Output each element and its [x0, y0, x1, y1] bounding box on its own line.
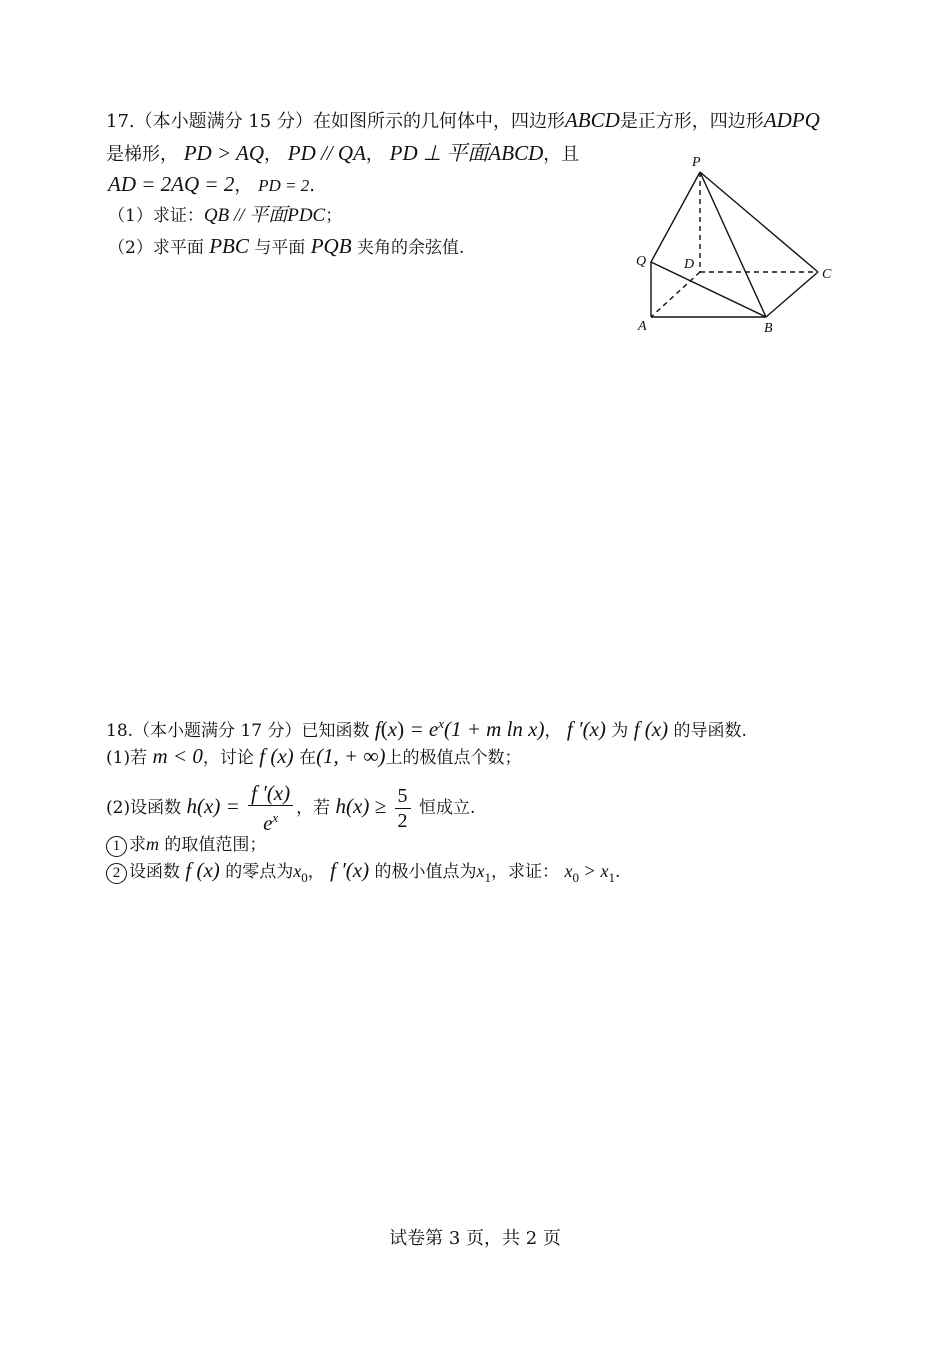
q18-text: 的极小值点为: [374, 862, 477, 882]
fraction-denominator-exp: x: [272, 809, 279, 825]
q17-text: ，且: [543, 144, 580, 165]
q17-heading: 17.（本小题满分 15 分）在如图所示的几何体中，四边形: [106, 111, 565, 132]
q18-text: 求: [129, 835, 146, 855]
label-c: C: [822, 267, 832, 282]
q17-text: 夹角的余弦值.: [356, 238, 465, 258]
fraction-fprime-over-ex: [248, 781, 293, 837]
q18-sub1: [106, 831, 266, 858]
math-qb-parallel: QB // 平面PDC: [203, 205, 326, 226]
math-x0-subscript: 0: [572, 870, 579, 885]
edge-qb: [651, 262, 766, 317]
label-a: A: [638, 319, 647, 334]
q18-text: 恒成立.: [418, 798, 476, 818]
q18-part1: [106, 743, 521, 771]
q17-line3: [108, 171, 315, 199]
q18-text: 为: [611, 721, 629, 741]
edge-pb: [700, 172, 766, 317]
part1-label: (1)若: [106, 748, 148, 768]
comma: ，: [307, 862, 325, 882]
math-eq-e: = e: [409, 717, 439, 741]
math-abcd: ABCD: [564, 108, 620, 132]
math-pd-parallel-qa: PD // QA: [287, 141, 366, 165]
q18-text: ，若: [296, 798, 331, 818]
geometry-figure: [630, 150, 850, 340]
math-m: m: [146, 834, 159, 854]
label-q: Q: [636, 254, 647, 269]
q18-text: 的导函数.: [673, 721, 747, 741]
circled-number-1: 1: [106, 836, 127, 857]
math-interval: (1, + ∞): [316, 744, 386, 768]
q18-part2: [106, 780, 475, 837]
math-x1-subscript: 1: [484, 870, 492, 885]
part2-label: （2）求平面: [108, 238, 204, 258]
q17-text: 与平面: [254, 238, 306, 258]
math-adpq: ADPQ: [763, 108, 820, 132]
q18-text: 的取值范围；: [164, 835, 267, 855]
q18-text: 的零点为: [225, 862, 294, 882]
math-pd-eq: PD = 2: [258, 176, 310, 195]
comma: ，: [365, 144, 384, 165]
math-one-plus-mlnx: (1 + m ln x): [444, 717, 545, 741]
circled-number-2: 2: [106, 863, 127, 884]
math-x0-subscript: 0: [301, 870, 308, 885]
math-fx: f (x): [633, 717, 669, 741]
math-m-lt-0: m < 0: [152, 744, 203, 768]
fraction-denominator: 2: [397, 810, 408, 832]
math-hx-eq: h(x) =: [186, 794, 240, 818]
math-x1-subscript: 1: [608, 870, 615, 885]
edge-bc: [766, 272, 818, 317]
q17-text: ；: [325, 206, 343, 226]
math-fx: f (x): [185, 858, 220, 882]
label-p: P: [692, 155, 701, 170]
q17-part1: [108, 203, 342, 229]
q17-line2: [106, 140, 579, 168]
math-fprime: f ′(x): [566, 717, 606, 741]
q18-sub2: [106, 857, 620, 891]
q18-text: ，求证：: [491, 862, 560, 882]
math-f: f: [374, 717, 381, 741]
page-footer: 试卷第 3 页，共 2 页: [389, 1228, 561, 1249]
math-fx: f (x): [259, 744, 294, 768]
math-fprime: f ′(x): [330, 858, 370, 882]
period: .: [614, 862, 621, 882]
math-gt: >: [584, 861, 596, 882]
q17-part2: [108, 233, 464, 261]
math-x0: x: [293, 861, 302, 881]
math-pd-perp-plane: PD ⊥ 平面ABCD: [389, 141, 544, 165]
comma: ，: [544, 721, 562, 741]
q18-text: 在: [299, 748, 317, 768]
math-x1: x: [600, 861, 609, 881]
q17-text: 是梯形，: [106, 144, 178, 165]
q18-text: 上的极值点个数；: [385, 748, 522, 768]
comma: ，: [234, 175, 253, 196]
q18-heading: 18.（本小题满分 17 分）已知函数: [106, 721, 370, 741]
fraction-numerator: f ′(x): [248, 781, 293, 806]
q17-line1: [106, 107, 820, 135]
period: .: [309, 175, 315, 196]
math-pbc: PBC: [209, 234, 249, 258]
q18-line1: 18.（本小题满分 17 分）已知函数 $f(x) = e^x(1 + m$ ln x)， f ′(x) 为 f (x) 的导函数.: [106, 716, 747, 741]
part2-label: (2)设函数: [106, 798, 182, 818]
math-x0: x: [564, 861, 573, 881]
label-d: D: [684, 257, 695, 272]
fraction-numerator: 5: [395, 784, 411, 809]
edge-pq: [651, 172, 700, 262]
math-pd-gt-aq: PD > AQ: [183, 141, 265, 165]
q18-text: ，讨论: [202, 748, 254, 768]
math-ad-eq: AD = 2AQ = 2: [108, 172, 235, 196]
edge-pc: [700, 172, 818, 272]
math-pqb: PQB: [310, 234, 352, 258]
math-x: x: [387, 717, 398, 741]
math-x1: x: [476, 861, 485, 881]
math-hx-geq: h(x) ≥: [335, 794, 387, 818]
fraction-five-halves: [395, 784, 411, 833]
label-b: B: [764, 321, 773, 336]
math-exp-x: x: [438, 716, 444, 731]
q17-text: 是正方形，四边形: [619, 111, 764, 132]
comma: ，: [264, 144, 283, 165]
edge-da-hidden: [651, 272, 700, 317]
fraction-denominator: e: [263, 810, 273, 835]
q18-text: 设函数: [129, 862, 180, 882]
part1-label: （1）求证：: [108, 206, 204, 226]
